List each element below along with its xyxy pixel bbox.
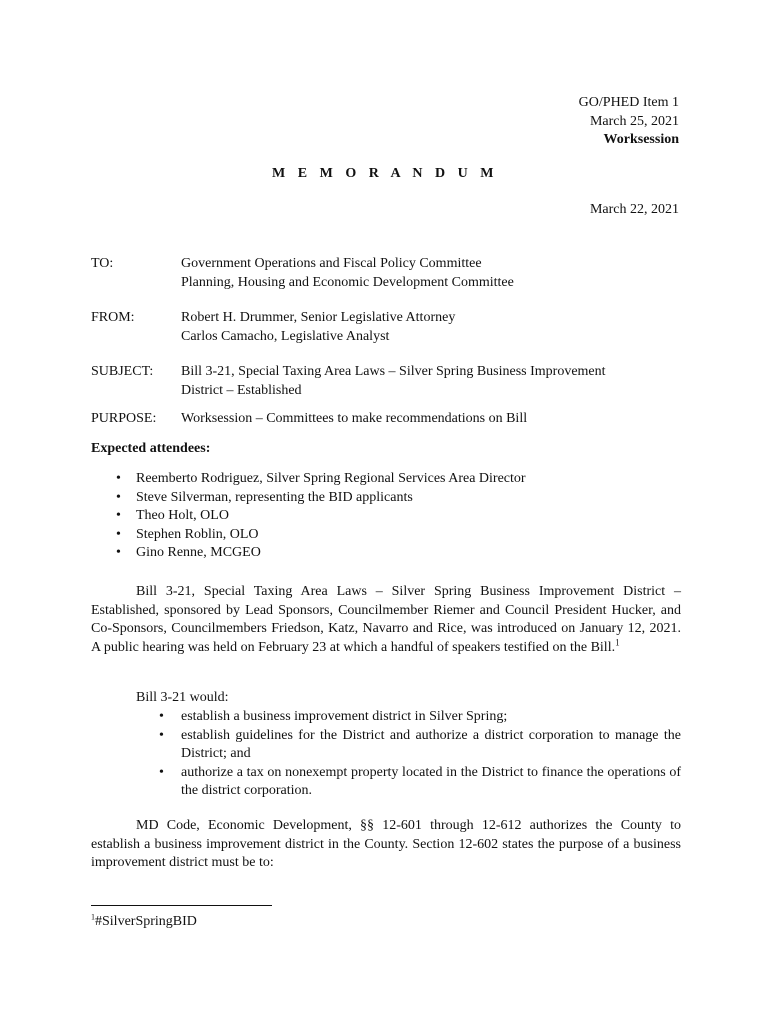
bill-provisions-list — [156, 708, 681, 801]
from-line: Carlos Camacho, Legislative Analyst — [181, 328, 390, 344]
footnote-number: 1 — [91, 912, 95, 922]
provision-item: • establish a business improvement district in Silver Spring; — [156, 708, 681, 727]
to-label: TO: — [91, 256, 114, 271]
from-line: Robert H. Drummer, Senior Legislative Attorney — [181, 310, 456, 325]
statute-paragraph: MD Code, Economic Development, §§ 12-601 through 12-612 authorizes the County to establish a business improvement district in the County. Section 12-602 states the purpose of a business improvement district must be to: — [91, 818, 681, 870]
attendee-item: • Reemberto Rodriguez, Silver Spring Regional Services Area Director — [109, 470, 679, 489]
provision-item: • establish guidelines for the District and authorize a district corporation to manage the District; and — [156, 727, 681, 764]
memo-title: M E M O R A N D U M — [272, 166, 498, 181]
attendee-item: • Steve Silverman, representing the BID applicants — [109, 489, 679, 508]
to-value — [181, 255, 681, 292]
attendee-item: • Gino Renne, MCGEO — [109, 544, 679, 563]
meeting-date: March 25, 2021 — [589, 113, 679, 129]
session-type: Worksession — [603, 132, 679, 147]
subject-label: SUBJECT: — [91, 364, 154, 379]
intro-paragraph-text: Bill 3-21, Special Taxing Area Laws – Silver Spring Business Improvement District – Established, sponsored by Lead Sponsors, Councilmember Riemer and Council President Hucker, and Co-Sponsors, Councilmembers Friedson, Katz, Navarro and Rice, was introduced on January 12, 2021. A public hearing was held on February 23 at which a handful of speakers testified on the Bill. — [91, 584, 681, 655]
to-line: Government Operations and Fiscal Policy Committee — [181, 256, 482, 271]
attendee-item: • Theo Holt, OLO — [109, 507, 679, 526]
subject-line: Bill 3-21, Special Taxing Area Laws – Silver Spring Business Improvement — [181, 364, 606, 379]
footnote-ref[interactable]: 1 — [615, 636, 620, 647]
purpose-label: PURPOSE: — [91, 411, 157, 426]
subject-value — [181, 363, 681, 400]
attendees-title: Expected attendees: — [91, 441, 211, 456]
to-line: Planning, Housing and Economic Development Committee — [181, 274, 514, 290]
memo-date: March 22, 2021 — [589, 202, 679, 217]
footnote-divider — [91, 905, 272, 906]
header-block — [579, 94, 679, 150]
subject-line: District – Established — [181, 382, 302, 398]
from-label: FROM: — [91, 310, 135, 325]
bill-summary-intro: Bill 3-21 would: — [136, 690, 229, 705]
from-value — [181, 309, 681, 346]
footnote — [91, 913, 197, 932]
purpose-line: Worksession – Committees to make recommendations on Bill — [181, 411, 528, 426]
attendee-item: • Stephen Roblin, OLO — [109, 526, 679, 545]
item-number: GO/PHED Item 1 — [578, 95, 679, 110]
provision-item: • authorize a tax on nonexempt property located in the District to finance the operations of the district corporation. — [156, 764, 681, 801]
attendees-list — [109, 470, 679, 563]
purpose-value — [181, 410, 681, 429]
footnote-text: #SilverSpringBID — [95, 914, 197, 929]
intro-paragraph — [91, 583, 681, 657]
